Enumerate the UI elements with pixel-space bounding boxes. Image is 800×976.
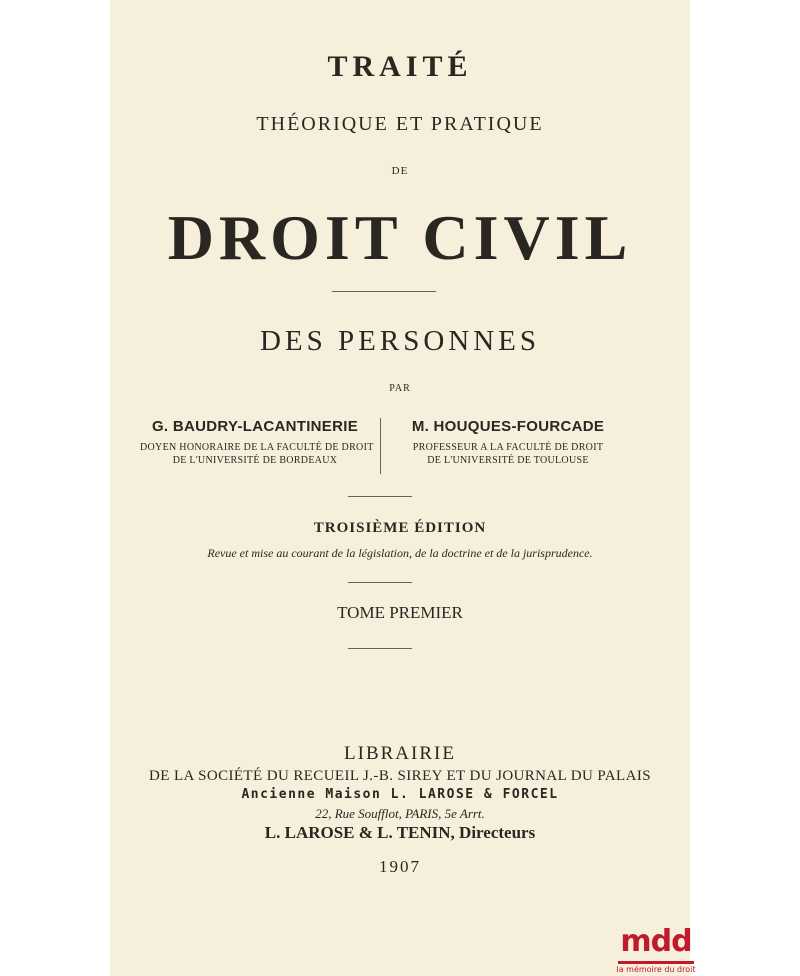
logo-text: mdd <box>620 924 692 959</box>
publication-year: 1907 <box>379 857 421 876</box>
publisher-society: DE LA SOCIÉTÉ DU RECUEIL J.-B. SIREY ET DU JOURNAL DU PALAIS <box>149 768 651 784</box>
publisher-former-house: Ancienne Maison L. LAROSE & FORCEL <box>241 787 559 802</box>
author-block <box>388 418 628 466</box>
title-de: DE <box>391 165 409 177</box>
author-title: PROFESSEUR A LA FACULTÉ DE DROIT <box>412 442 604 453</box>
subtitle: DES PERSONNES <box>259 325 541 357</box>
divider-rule <box>332 291 436 292</box>
logo-underline <box>618 961 694 964</box>
mdd-logo <box>612 924 700 976</box>
author-title: DE L'UNIVERSITÉ DE BORDEAUX <box>172 455 338 466</box>
publisher-directors: L. LAROSE & L. TENIN, Directeurs <box>264 823 536 842</box>
author-block <box>140 418 374 466</box>
publisher-name: LIBRAIRIE <box>344 743 456 764</box>
divider-rule <box>348 496 412 497</box>
edition-note: Revue et mise au courant de la législation, de la doctrine et de la jurisprudence. <box>207 546 593 560</box>
by-label: PAR <box>389 383 411 394</box>
divider-rule <box>348 582 412 583</box>
edition: TROISIÈME ÉDITION <box>313 520 487 536</box>
publisher-address: 22, Rue Soufflot, PARIS, 5e Arrt. <box>315 806 485 821</box>
author-name: G. BAUDRY-LACANTINERIE <box>151 418 359 435</box>
logo-tagline: la mémoire du droit <box>616 965 696 974</box>
title-page <box>110 0 690 976</box>
volume: TOME PREMIER <box>337 603 463 622</box>
author-title: DOYEN HONORAIRE DE LA FACULTÉ DE DROIT <box>140 442 374 453</box>
title-theorique-et-pratique: THÉORIQUE ET PRATIQUE <box>256 113 544 135</box>
divider-rule <box>348 648 412 649</box>
author-title: DE L'UNIVERSITÉ DE TOULOUSE <box>427 455 589 466</box>
title-traite: TRAITÉ <box>327 50 473 83</box>
author-name: M. HOUQUES-FOURCADE <box>411 418 605 435</box>
author-separator <box>380 418 381 474</box>
main-title: DROIT CIVIL <box>167 202 633 273</box>
